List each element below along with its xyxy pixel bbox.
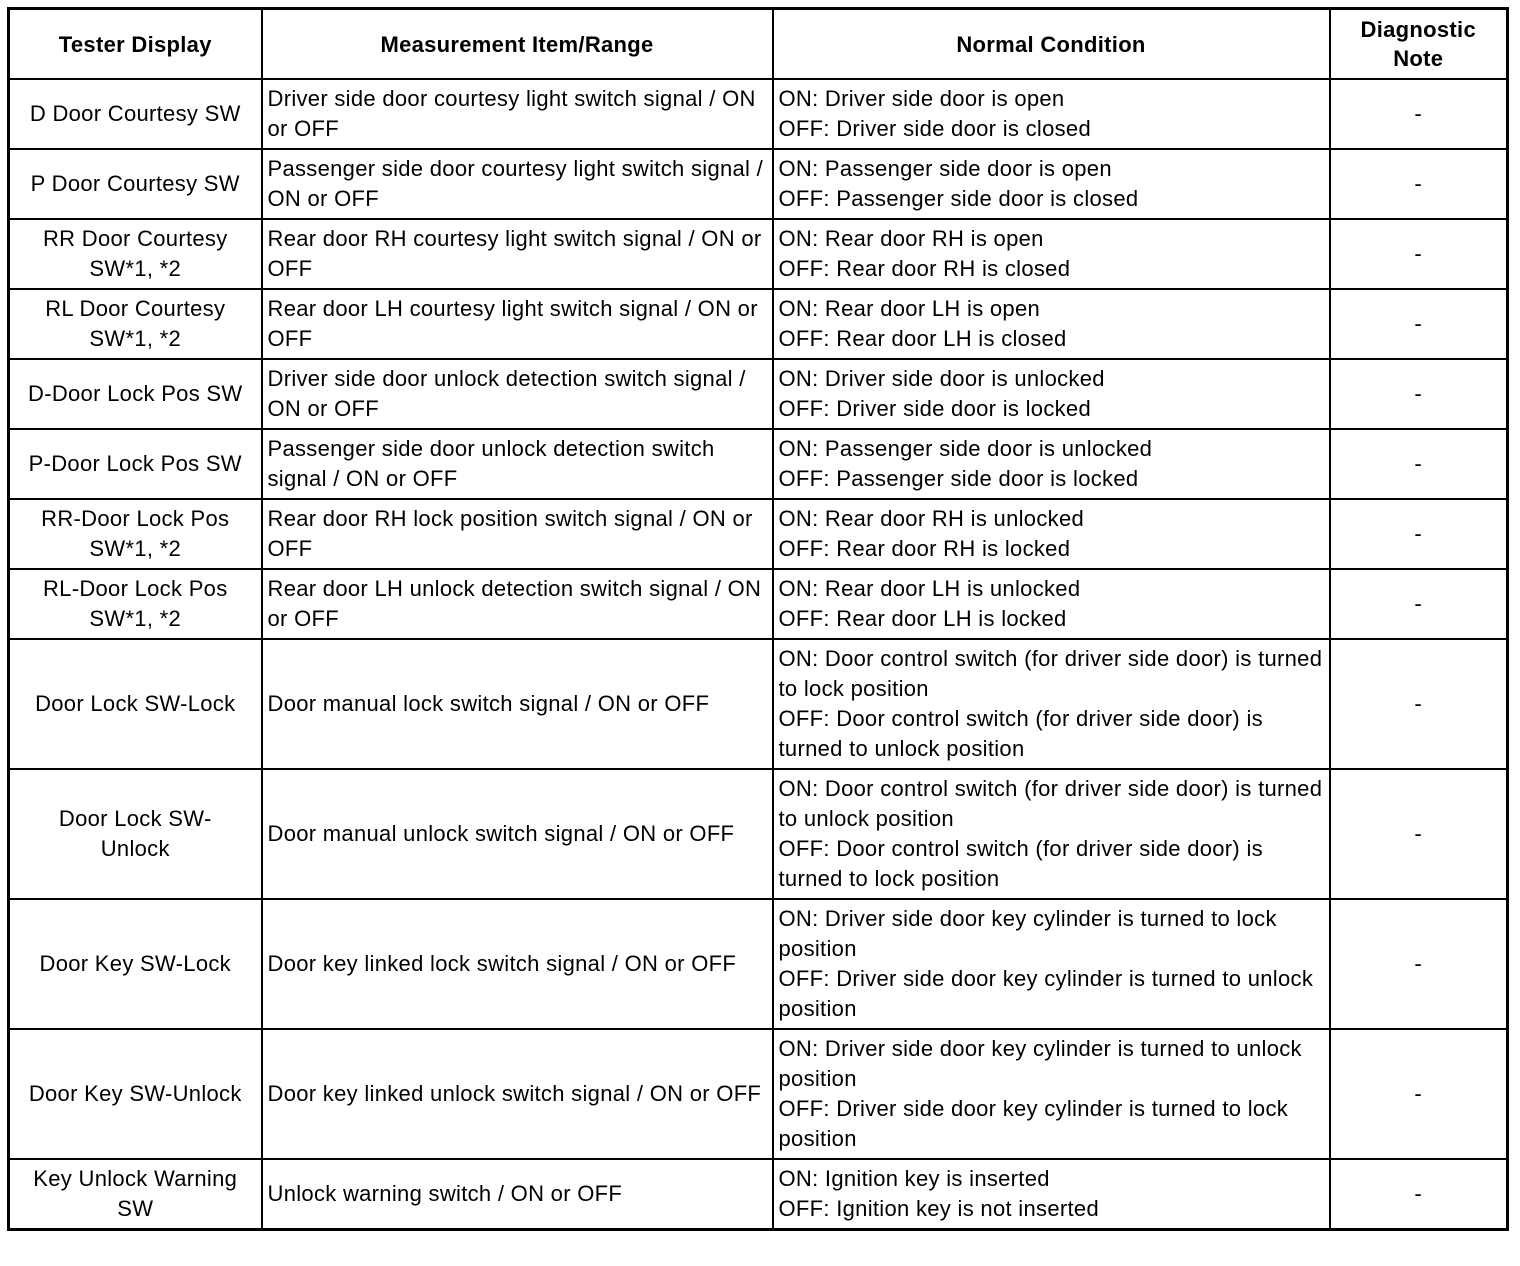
- normal-off-line: OFF: Rear door RH is closed: [778, 256, 1071, 281]
- measurement-cell: Driver side door courtesy light switch signal / ON or OFF: [262, 79, 773, 149]
- tester-display-cell: Door Lock SW-Lock: [9, 639, 262, 769]
- tester-display-cell: RR-Door Lock Pos SW*1, *2: [9, 499, 262, 569]
- normal-condition-cell: [773, 289, 1330, 359]
- normal-off-line: OFF: Passenger side door is closed: [778, 186, 1139, 211]
- normal-on-line: ON: Ignition key is inserted: [778, 1166, 1050, 1191]
- measurement-cell: Rear door LH courtesy light switch signal / ON or OFF: [262, 289, 773, 359]
- tester-display-cell: Key Unlock Warning SW: [9, 1159, 262, 1230]
- normal-condition-cell: [773, 429, 1330, 499]
- normal-off-line: OFF: Driver side door is closed: [778, 116, 1091, 141]
- table-row: [9, 899, 1508, 1029]
- data-monitor-table: [7, 7, 1509, 1231]
- normal-off-line: OFF: Door control switch (for driver side door) is turned to unlock position: [778, 706, 1263, 761]
- normal-on-line: ON: Rear door LH is unlocked: [778, 576, 1081, 601]
- normal-on-line: ON: Passenger side door is unlocked: [778, 436, 1153, 461]
- normal-on-line: ON: Passenger side door is open: [778, 156, 1112, 181]
- normal-on-line: ON: Rear door LH is open: [778, 296, 1041, 321]
- header-measurement: Measurement Item/Range: [262, 9, 773, 80]
- normal-off-line: OFF: Ignition key is not inserted: [778, 1196, 1099, 1221]
- normal-on-line: ON: Door control switch (for driver side door) is turned to lock position: [778, 646, 1323, 701]
- measurement-cell: Rear door LH unlock detection switch signal / ON or OFF: [262, 569, 773, 639]
- normal-on-line: ON: Driver side door key cylinder is turned to lock position: [778, 906, 1277, 961]
- normal-off-line: OFF: Driver side door key cylinder is turned to unlock position: [778, 966, 1314, 1021]
- diagnostic-note-cell: -: [1330, 569, 1508, 639]
- table-row: [9, 769, 1508, 899]
- header-normal-condition: Normal Condition: [773, 9, 1330, 80]
- tester-display-cell: Door Key SW-Lock: [9, 899, 262, 1029]
- diagnostic-note-cell: -: [1330, 769, 1508, 899]
- normal-condition-cell: [773, 899, 1330, 1029]
- tester-display-cell: Door Lock SW-Unlock: [9, 769, 262, 899]
- table-row: [9, 219, 1508, 289]
- tester-display-cell: RR Door Courtesy SW*1, *2: [9, 219, 262, 289]
- tester-display-cell: RL Door Courtesy SW*1, *2: [9, 289, 262, 359]
- measurement-cell: Rear door RH lock position switch signal / ON or OFF: [262, 499, 773, 569]
- diagnostic-note-cell: -: [1330, 429, 1508, 499]
- table-row: [9, 149, 1508, 219]
- normal-off-line: OFF: Door control switch (for driver side door) is turned to lock position: [778, 836, 1263, 891]
- measurement-cell: Driver side door unlock detection switch signal / ON or OFF: [262, 359, 773, 429]
- measurement-cell: Passenger side door courtesy light switch signal / ON or OFF: [262, 149, 773, 219]
- normal-on-line: ON: Rear door RH is open: [778, 226, 1044, 251]
- normal-on-line: ON: Driver side door key cylinder is turned to unlock position: [778, 1036, 1302, 1091]
- diagnostic-note-cell: -: [1330, 219, 1508, 289]
- header-tester-display: Tester Display: [9, 9, 262, 80]
- normal-condition-cell: [773, 359, 1330, 429]
- diagnostic-note-cell: -: [1330, 899, 1508, 1029]
- table-row: [9, 79, 1508, 149]
- header-diagnostic-note: Diagnostic Note: [1330, 9, 1508, 80]
- tester-display-cell: P Door Courtesy SW: [9, 149, 262, 219]
- normal-condition-cell: [773, 79, 1330, 149]
- table-row: [9, 429, 1508, 499]
- normal-condition-cell: [773, 1159, 1330, 1230]
- table-row: [9, 569, 1508, 639]
- normal-condition-cell: [773, 149, 1330, 219]
- tester-display-cell: Door Key SW-Unlock: [9, 1029, 262, 1159]
- tester-display-cell: P-Door Lock Pos SW: [9, 429, 262, 499]
- tester-display-cell: D Door Courtesy SW: [9, 79, 262, 149]
- normal-condition-cell: [773, 219, 1330, 289]
- normal-condition-cell: [773, 639, 1330, 769]
- normal-off-line: OFF: Driver side door is locked: [778, 396, 1091, 421]
- diagnostic-note-cell: -: [1330, 289, 1508, 359]
- measurement-cell: Door manual unlock switch signal / ON or OFF: [262, 769, 773, 899]
- normal-off-line: OFF: Passenger side door is locked: [778, 466, 1139, 491]
- table-row: [9, 1159, 1508, 1230]
- table-row: [9, 1029, 1508, 1159]
- normal-condition-cell: [773, 569, 1330, 639]
- table-row: [9, 639, 1508, 769]
- normal-on-line: ON: Door control switch (for driver side door) is turned to unlock position: [778, 776, 1323, 831]
- diagnostic-note-cell: -: [1330, 1029, 1508, 1159]
- normal-off-line: OFF: Rear door LH is locked: [778, 606, 1067, 631]
- table-row: [9, 289, 1508, 359]
- diagnostic-note-cell: -: [1330, 1159, 1508, 1230]
- normal-on-line: ON: Driver side door is unlocked: [778, 366, 1105, 391]
- measurement-cell: Unlock warning switch / ON or OFF: [262, 1159, 773, 1230]
- measurement-cell: Passenger side door unlock detection switch signal / ON or OFF: [262, 429, 773, 499]
- measurement-cell: Door key linked unlock switch signal / ON or OFF: [262, 1029, 773, 1159]
- diagnostic-note-cell: -: [1330, 149, 1508, 219]
- measurement-cell: Door manual lock switch signal / ON or OFF: [262, 639, 773, 769]
- table-row: [9, 359, 1508, 429]
- normal-off-line: OFF: Rear door LH is closed: [778, 326, 1067, 351]
- tester-display-cell: D-Door Lock Pos SW: [9, 359, 262, 429]
- normal-condition-cell: [773, 1029, 1330, 1159]
- table-row: [9, 499, 1508, 569]
- diagnostic-note-cell: -: [1330, 639, 1508, 769]
- normal-off-line: OFF: Rear door RH is locked: [778, 536, 1071, 561]
- diagnostic-note-cell: -: [1330, 359, 1508, 429]
- diagnostic-note-cell: -: [1330, 79, 1508, 149]
- normal-on-line: ON: Rear door RH is unlocked: [778, 506, 1085, 531]
- normal-off-line: OFF: Driver side door key cylinder is turned to lock position: [778, 1096, 1289, 1151]
- normal-condition-cell: [773, 769, 1330, 899]
- normal-condition-cell: [773, 499, 1330, 569]
- diagnostic-note-cell: -: [1330, 499, 1508, 569]
- normal-on-line: ON: Driver side door is open: [778, 86, 1065, 111]
- measurement-cell: Door key linked lock switch signal / ON or OFF: [262, 899, 773, 1029]
- measurement-cell: Rear door RH courtesy light switch signal / ON or OFF: [262, 219, 773, 289]
- tester-display-cell: RL-Door Lock Pos SW*1, *2: [9, 569, 262, 639]
- table-header-row: [9, 9, 1508, 80]
